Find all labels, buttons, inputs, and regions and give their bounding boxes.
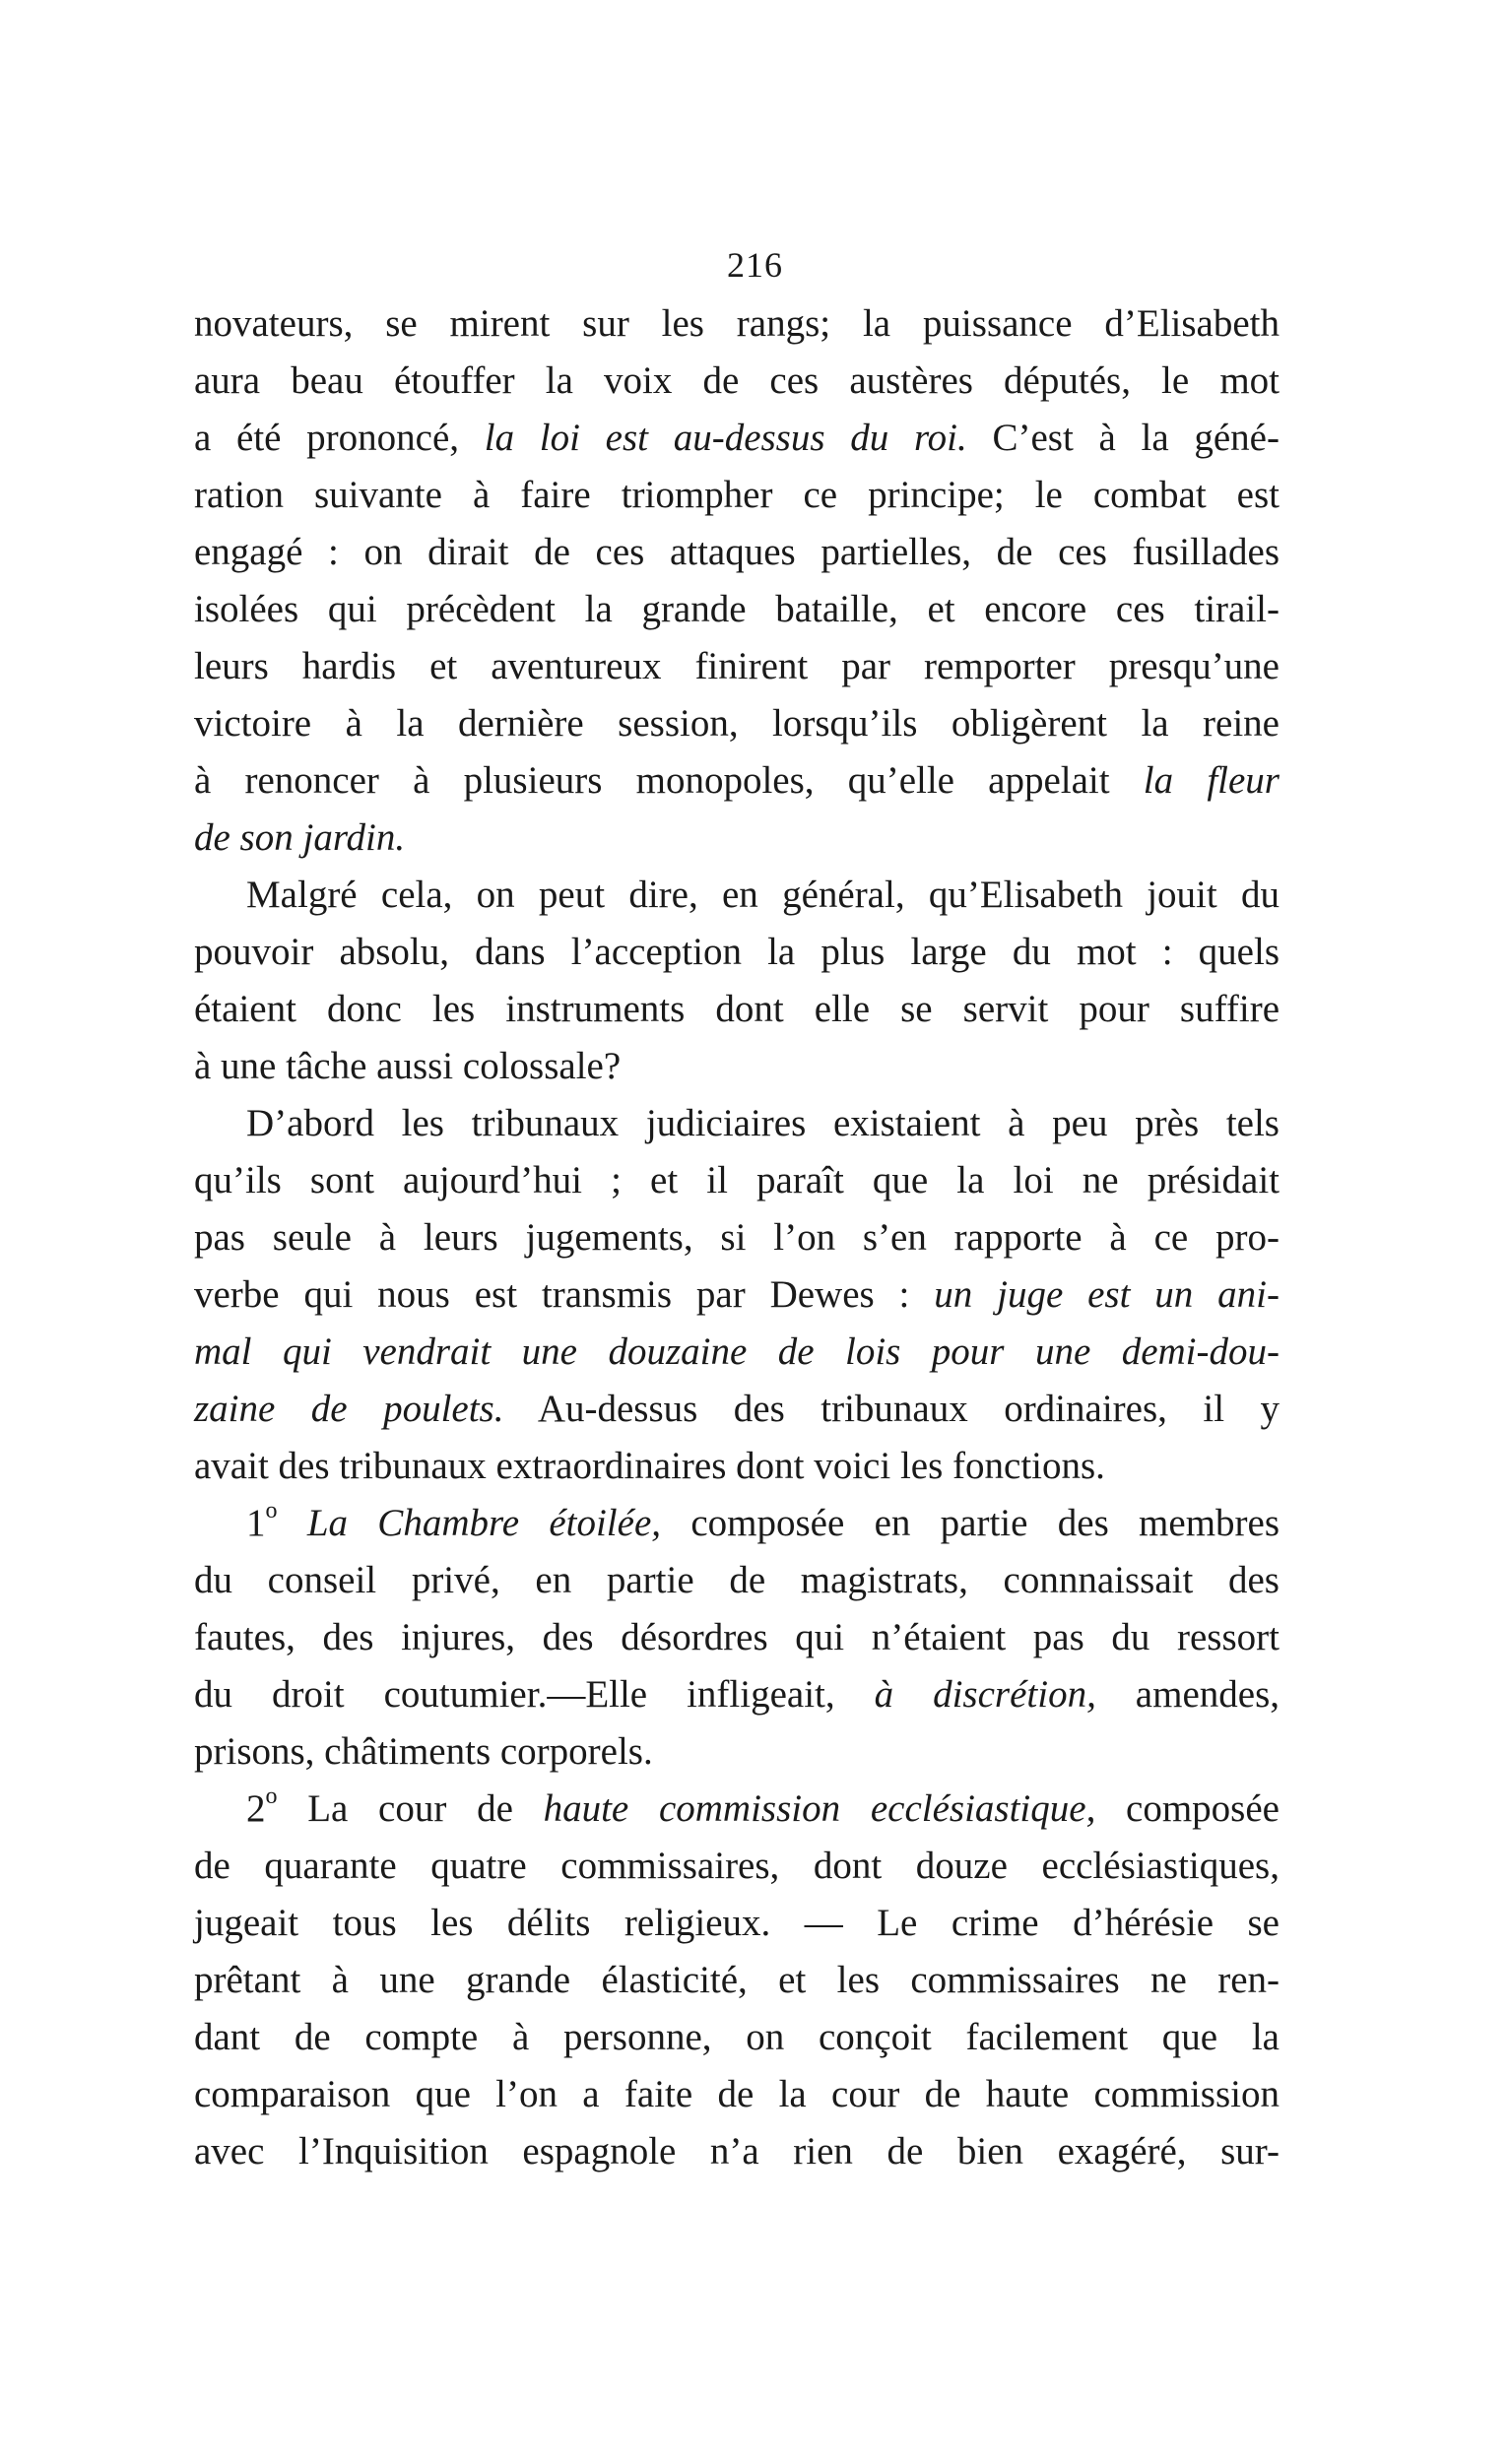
italic-quote: mal qui vendrait une douzaine de lois pour une demi-dou- xyxy=(194,1330,1280,1373)
text-run: verbe qui nous est transmis par Dewes : xyxy=(194,1273,935,1316)
italic-quote: de son jardin. xyxy=(194,816,406,859)
text-run: composée en partie des membres xyxy=(661,1502,1280,1544)
text-line: de quarante quatre commissaires, dont douze ecclésiastiques, xyxy=(194,1845,1280,1887)
text-line: à une tâche aussi colossale? xyxy=(194,1045,622,1087)
text-line xyxy=(194,810,1280,867)
paragraph xyxy=(194,1781,1280,2180)
italic-term: à discrétion, xyxy=(874,1673,1096,1716)
italic-quote: un juge est un ani- xyxy=(934,1273,1280,1316)
text-line: D’abord les tribunaux judiciaires existaient à peu près tels xyxy=(246,1102,1280,1144)
text-line: avec l’Inquisition espagnole n’a rien de bien exagéré, sur- xyxy=(194,2130,1280,2172)
text-run: La cour de xyxy=(277,1787,544,1830)
paragraph xyxy=(194,295,1280,867)
text-line: engagé : on dirait de ces attaques partielles, de ces fusillades xyxy=(194,531,1280,573)
text-line: ration suivante à faire triompher ce principe; le combat est xyxy=(194,474,1280,516)
text-line: novateurs, se mirent sur les rangs; la puissance d’Elisabeth xyxy=(194,302,1280,345)
text-line: jugeait tous les délits religieux. — Le crime d’hérésie se xyxy=(194,1902,1280,1944)
text-line: prêtant à une grande élasticité, et les commissaires ne ren- xyxy=(194,1959,1280,2001)
paragraph xyxy=(194,1095,1280,1495)
text-line: avait des tribunaux extraordinaires dont voici les fonctions. xyxy=(194,1445,1105,1487)
text-run: C’est à la géné- xyxy=(966,417,1280,459)
italic-term: haute commission ecclésiastique, xyxy=(543,1787,1096,1830)
text-line: isolées qui précèdent la grande bataille, et encore ces tirail- xyxy=(194,588,1280,630)
ordinal-number: 1 xyxy=(246,1502,266,1544)
italic-quote: la loi est au-dessus du roi. xyxy=(484,417,967,459)
text-line xyxy=(194,1324,1280,1381)
text-run: à renoncer à plusieurs monopoles, qu’elle appelait xyxy=(194,759,1144,802)
text-line: dant de compte à personne, on conçoit facilement que la xyxy=(194,2016,1280,2058)
text-line xyxy=(194,1381,1280,1438)
text-line: comparaison que l’on a faite de la cour de haute commission xyxy=(194,2073,1280,2115)
text-line: pas seule à leurs jugements, si l’on s’en rapporte à ce pro- xyxy=(194,1216,1280,1259)
text-line xyxy=(194,752,1280,810)
italic-term: La Chambre étoilée, xyxy=(306,1502,662,1544)
ordinal-number: 2 xyxy=(246,1787,266,1830)
italic-quote: zaine de poulets. xyxy=(194,1388,504,1430)
body-text xyxy=(194,295,1280,2180)
text-line xyxy=(194,1781,1280,1838)
paragraph xyxy=(194,867,1280,1095)
text-run: Au-dessus des tribunaux ordinaires, il y xyxy=(503,1388,1280,1430)
text-line: Malgré cela, on peut dire, en général, qu’Elisabeth jouit du xyxy=(246,874,1280,916)
ordinal-mark: o xyxy=(265,1783,278,1809)
text-line xyxy=(194,410,1280,467)
text-run: du droit coutumier.—Elle infligeait, xyxy=(194,1673,875,1716)
text-line: prisons, châtiments corporels. xyxy=(194,1730,653,1773)
text-run xyxy=(278,1502,307,1544)
ordinal-mark: o xyxy=(265,1498,278,1524)
text-line: pouvoir absolu, dans l’acception la plus large du mot : quels xyxy=(194,931,1280,973)
paragraph xyxy=(194,1495,1280,1781)
text-line: leurs hardis et aventureux finirent par remporter presqu’une xyxy=(194,645,1280,687)
italic-quote: la fleur xyxy=(1143,759,1280,802)
text-line: fautes, des injures, des désordres qui n’étaient pas du ressort xyxy=(194,1616,1280,1658)
text-line: du conseil privé, en partie de magistrats, connnaissait des xyxy=(194,1559,1280,1601)
text-line: victoire à la dernière session, lorsqu’ils obligèrent la reine xyxy=(194,702,1280,745)
text-line: qu’ils sont aujourd’hui ; et il paraît que la loi ne présidait xyxy=(194,1159,1280,1201)
text-line: aura beau étouffer la voix de ces austères députés, le mot xyxy=(194,359,1280,402)
page-number: 216 xyxy=(727,245,783,285)
text-run: composée xyxy=(1095,1787,1280,1830)
text-run: a été prononcé, xyxy=(194,417,485,459)
text-line xyxy=(194,1266,1280,1324)
text-line: étaient donc les instruments dont elle se servit pour suffire xyxy=(194,988,1280,1030)
text-run: amendes, xyxy=(1095,1673,1280,1716)
text-line xyxy=(194,1495,1280,1552)
text-line xyxy=(194,1666,1280,1723)
